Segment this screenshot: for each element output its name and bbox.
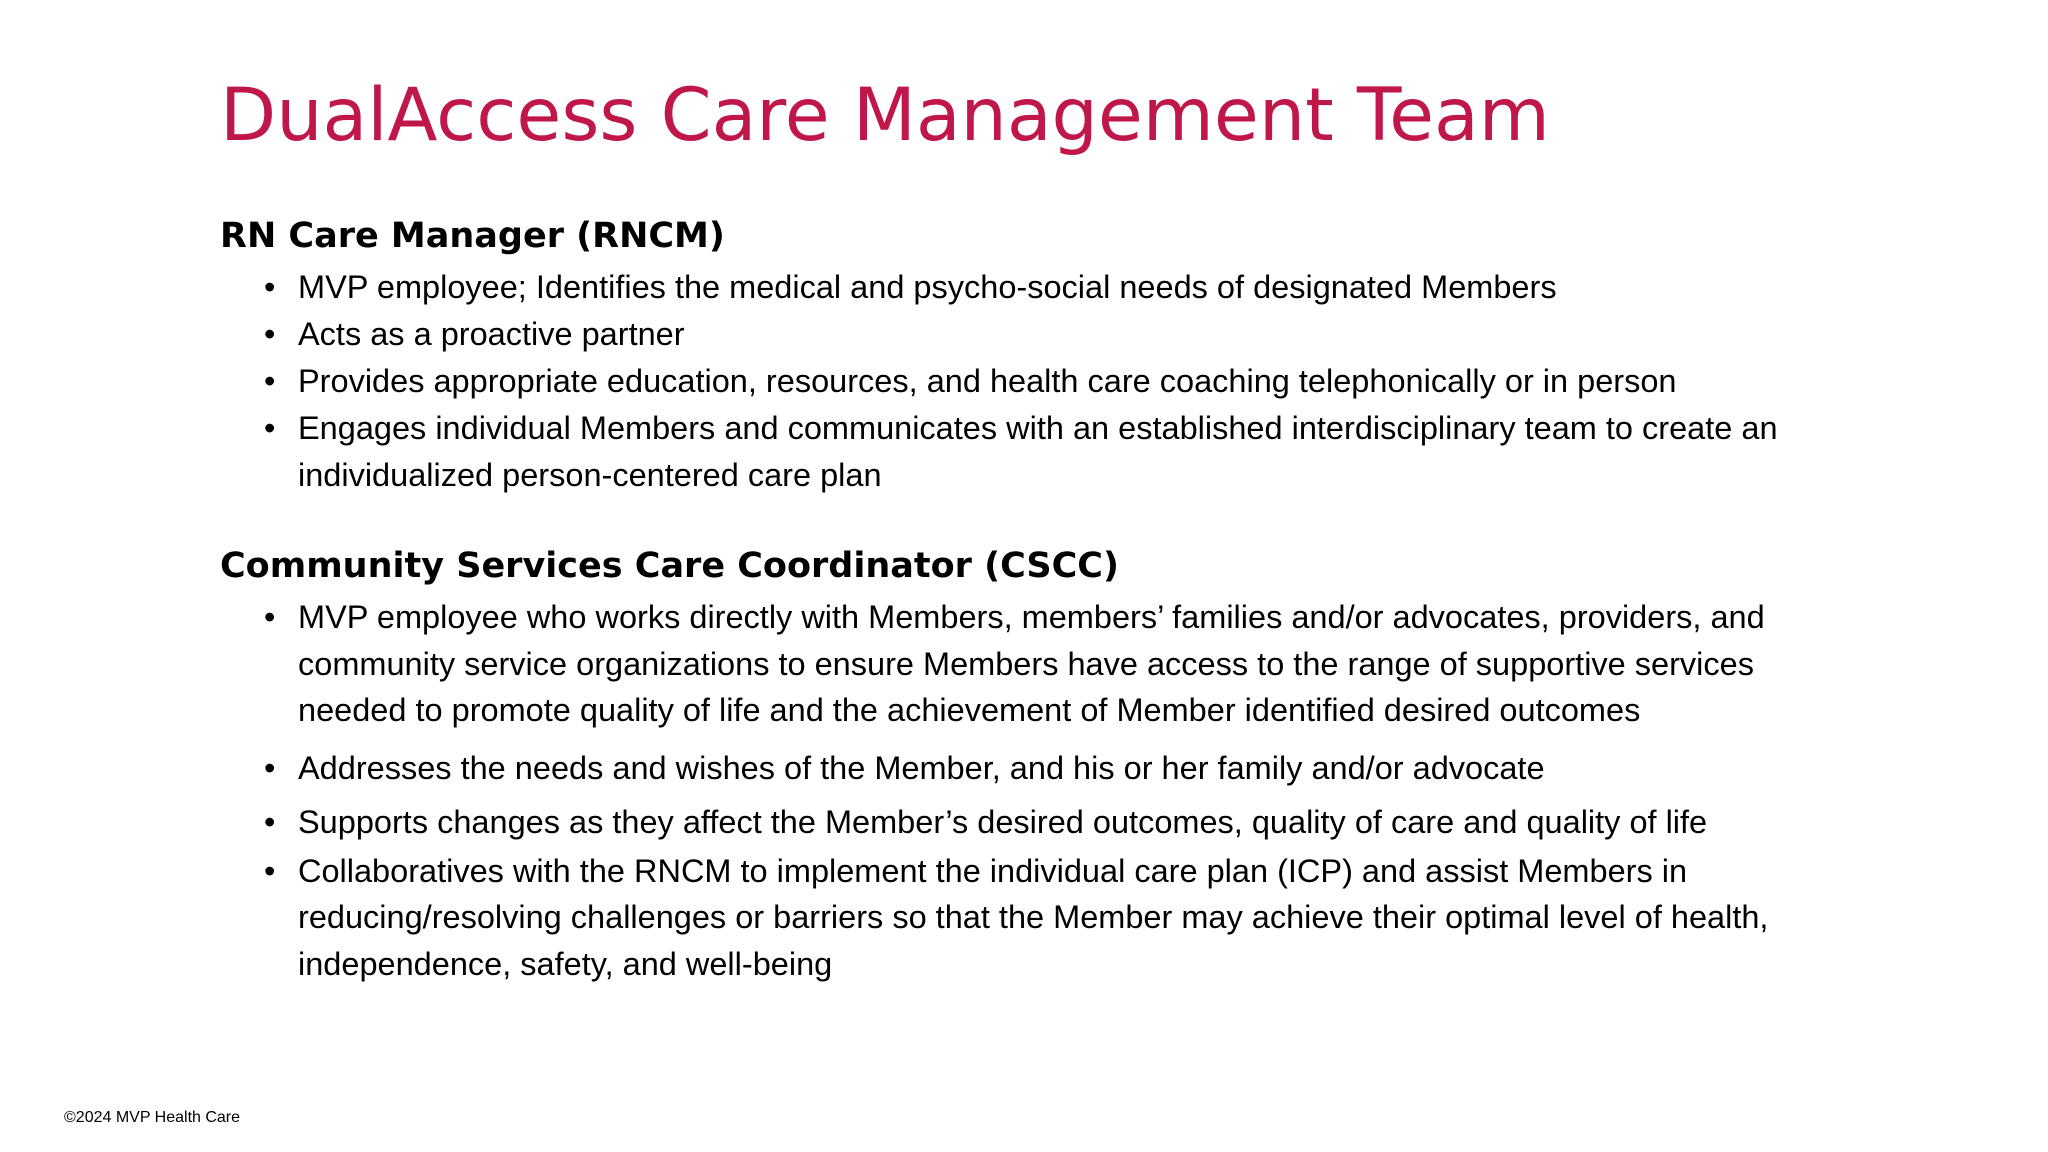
- section-rncm: [220, 208, 1860, 499]
- list-item: • Provides appropriate education, resources, and health care coaching telephonically or in person: [220, 358, 1860, 405]
- section-heading-cscc: Community Services Care Coordinator (CSCC): [220, 546, 1119, 586]
- cscc-bullet-list: [220, 594, 1860, 987]
- list-item: • Supports changes as they affect the Member’s desired outcomes, quality of care and quality of life: [220, 799, 1860, 846]
- section-heading-rncm: RN Care Manager (RNCM): [220, 216, 725, 256]
- list-item: • MVP employee who works directly with Members, members’ families and/or advocates, providers, and community service organizations to ensure Members have access to the range of supportive services needed to promote quality of life and the achievement of Member identified desired outcomes: [220, 594, 1860, 734]
- list-item: • Addresses the needs and wishes of the Member, and his or her family and/or advocate: [220, 745, 1860, 792]
- slide-title: DualAccess Care Management Team: [220, 73, 1550, 158]
- list-item: • Acts as a proactive partner: [220, 311, 1860, 358]
- list-item: • MVP employee; Identifies the medical and psycho-social needs of designated Members: [220, 264, 1860, 311]
- copyright-footer: ©2024 MVP Health Care: [64, 1109, 241, 1126]
- list-item: • Engages individual Members and communicates with an established interdisciplinary team to create an individualized person-centered care plan: [220, 405, 1860, 498]
- rncm-bullet-list: [220, 264, 1860, 498]
- section-cscc: [220, 538, 1860, 987]
- list-item: • Collaboratives with the RNCM to implement the individual care plan (ICP) and assist Members in reducing/resolving challenges or barriers so that the Member may achieve their optimal level of health, independence, safety, and well-being: [220, 848, 1860, 988]
